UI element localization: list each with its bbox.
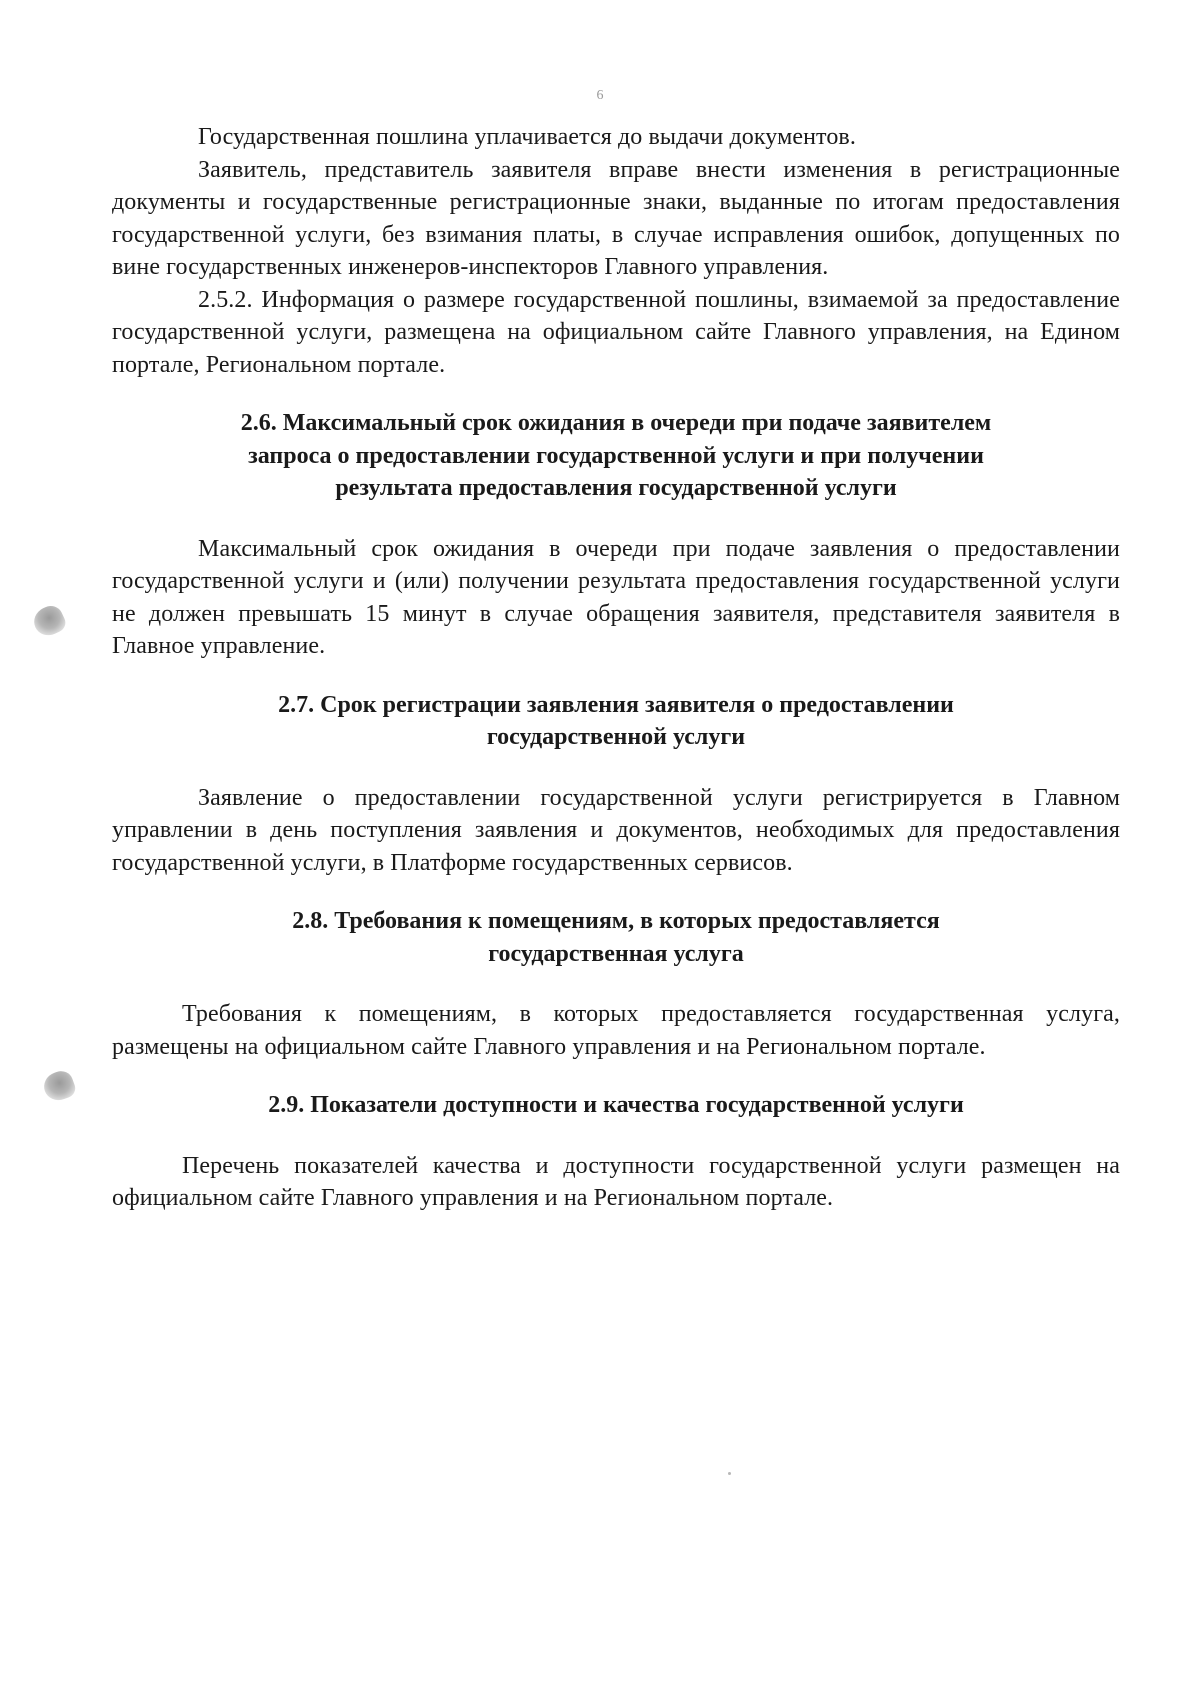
section-2-8: [112, 905, 1120, 1063]
section-text: Требования к помещениям, в которых предоставляется государственная услуга, размещены на официальном сайте Главного управления и на Региональном портале.: [112, 1001, 1120, 1060]
section-text: Заявление о предоставлении государственной услуги регистрируется в Главном управлении в день поступления заявления и документов, необходимых для предоставления государственной услуги, в Платформе государственных сервисов.: [112, 784, 1120, 876]
section-text: Максимальный срок ожидания в очереди при подаче заявления о предоставлении государственной услуги и (или) получении результата предоставления государственной услуги не должен превышать 15 минут в случае обращения заявителя, представителя заявителя в Главное управление.: [112, 535, 1120, 659]
section-heading-line: 2.9. Показатели доступности и качества государственной услуги: [268, 1092, 964, 1118]
section-2-9: [112, 1089, 1120, 1215]
spacer: [112, 505, 1120, 533]
spacer: [112, 1063, 1120, 1089]
section-2-7: [112, 689, 1120, 880]
paragraph-duty-payment: Государственная пошлина уплачивается до выдачи документов.: [198, 124, 856, 150]
spacer: [112, 1122, 1120, 1150]
spacer: [112, 754, 1120, 782]
section-heading-line: 2.7. Срок регистрации заявления заявителя о предоставлении: [278, 691, 954, 718]
section-heading-line: результата предоставления государственной услуги: [335, 475, 897, 501]
scan-blot: [40, 1068, 78, 1105]
spacer: [112, 970, 1120, 998]
section-heading-line: 2.6. Максимальный срок ожидания в очереди при подаче заявителем: [240, 410, 992, 436]
section-heading-line: государственной услуги: [486, 724, 746, 750]
section-text: Перечень показателей качества и доступности государственной услуги размещен на официальном сайте Главного управления и на Региональном портале.: [112, 1152, 1120, 1211]
paragraph-duty-info: 2.5.2. Информация о размере государственной пошлины, взимаемой за предоставление государственной услуги, размещена на официальном сайте Главного управления, на Едином портале, Региональном портале.: [112, 286, 1120, 378]
scan-blot: [29, 602, 68, 640]
section-2-6: [112, 407, 1120, 663]
section-heading-line: государственная услуга: [488, 940, 744, 967]
scan-speck: [728, 1472, 731, 1475]
spacer: [112, 879, 1120, 905]
page-number: 6: [596, 88, 604, 103]
document-body: [112, 121, 1120, 1215]
paragraph-document-changes: Заявитель, представитель заявителя вправе внести изменения в регистрационные документы и государственные регистрационные знаки, выданные по итогам предоставления государственной услуги, без взимания платы, в случае исправления ошибок, допущенных по вине государственных инженеров-инспекторов Главного управления.: [112, 156, 1120, 280]
section-heading-line: запроса о предоставлении государственной услуги и при получении: [248, 442, 984, 469]
section-heading-line: 2.8. Требования к помещениям, в которых предоставляется: [292, 908, 940, 934]
spacer: [112, 663, 1120, 689]
spacer: [112, 381, 1120, 407]
